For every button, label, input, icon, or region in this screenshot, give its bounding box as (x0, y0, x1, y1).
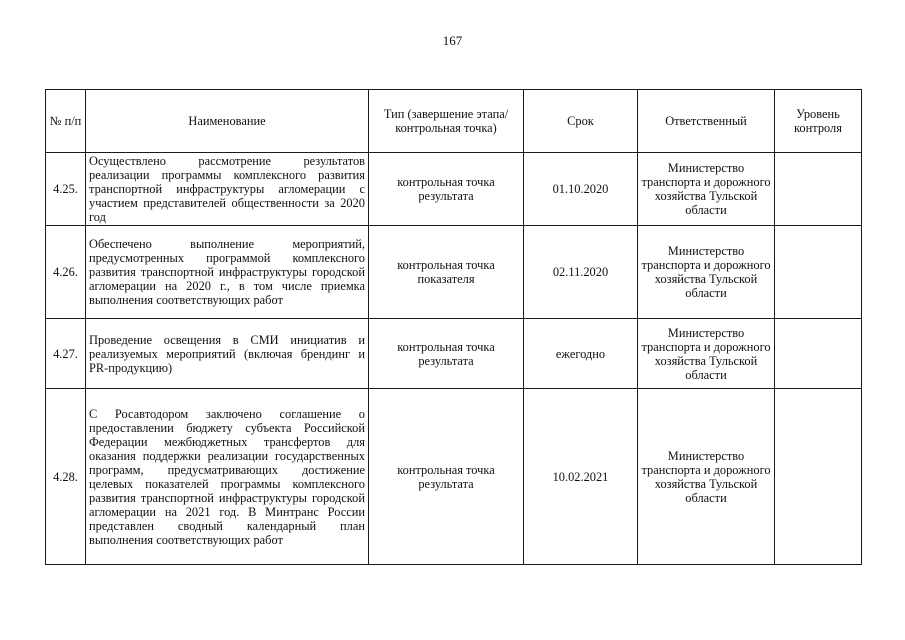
table-row (46, 153, 862, 226)
header-name: Наименование (86, 90, 369, 153)
row-responsible: Министерство транспорта и дорожного хозяйства Тульской области (638, 319, 775, 389)
row-number: 4.27. (46, 319, 86, 389)
row-responsible: Министерство транспорта и дорожного хозяйства Тульской области (638, 153, 775, 226)
row-name: С Росавтодором заключено соглашение о предоставлении бюджету субъекта Российской Федерации межбюджетных трансфертов для оказания поддержки реализации государственных программ, предусматривающих достижение целевых показателей программы комплексного развития транспортной инфраструктуры городской агломерации на 2021 год. В Минтранс России представлен сводный календарный план выполнения соответствующих работ (86, 389, 369, 565)
table-row (46, 389, 862, 565)
header-responsible: Ответственный (638, 90, 775, 153)
row-number: 4.26. (46, 226, 86, 319)
row-deadline: ежегодно (524, 319, 638, 389)
row-level (775, 226, 862, 319)
header-level: Уровень контроля (775, 90, 862, 153)
row-deadline: 02.11.2020 (524, 226, 638, 319)
row-deadline: 10.02.2021 (524, 389, 638, 565)
row-name: Обеспечено выполнение мероприятий, предусмотренных программой комплексного развития транспортной инфраструктуры городской агломерации на 2020 г., в том числе приемка выполнения соответствующих работ (86, 226, 369, 319)
table-row (46, 319, 862, 389)
row-level (775, 153, 862, 226)
row-type: контрольная точка результата (369, 319, 524, 389)
header-num: № п/п (46, 90, 86, 153)
header-deadline: Срок (524, 90, 638, 153)
row-number: 4.28. (46, 389, 86, 565)
row-number: 4.25. (46, 153, 86, 226)
row-name: Проведение освещения в СМИ инициатив и реализуемых мероприятий (включая брендинг и PR-продукцию) (86, 319, 369, 389)
row-responsible: Министерство транспорта и дорожного хозяйства Тульской области (638, 389, 775, 565)
row-type: контрольная точка результата (369, 389, 524, 565)
header-type: Тип (завершение этапа/контрольная точка) (369, 90, 524, 153)
row-level (775, 319, 862, 389)
page-number: 167 (442, 33, 463, 48)
plan-table (45, 89, 862, 565)
row-deadline: 01.10.2020 (524, 153, 638, 226)
row-name: Осуществлено рассмотрение результатов реализации программы комплексного развития транспортной инфраструктуры агломерации с участием представителей общественности за 2020 год (86, 153, 369, 226)
table-row (46, 226, 862, 319)
row-type: контрольная точка результата (369, 153, 524, 226)
table-header-row (46, 90, 862, 153)
row-type: контрольная точка показателя (369, 226, 524, 319)
row-level (775, 389, 862, 565)
row-responsible: Министерство транспорта и дорожного хозяйства Тульской области (638, 226, 775, 319)
